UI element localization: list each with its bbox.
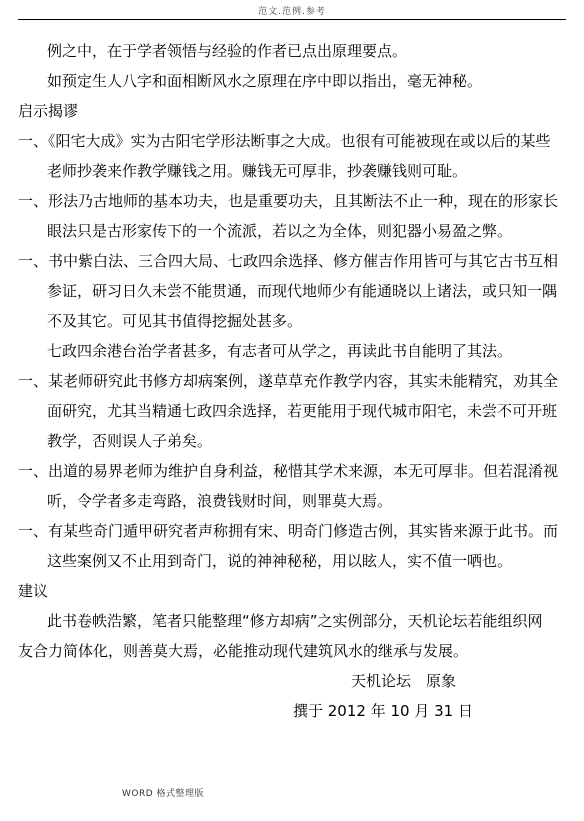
text-line: 面研究，尤其当精通七政四余选择，若更能用于现代城市阳宅，未尝不可开班 (47, 402, 558, 420)
text-line: 不及其它。可见其书值得挖掘处甚多。 (47, 312, 303, 330)
text-line: 教学，否则误人子弟矣。 (47, 432, 213, 450)
text-line: 建议 (18, 582, 49, 600)
header-divider (18, 19, 566, 20)
text-line: 一、出道的易界老师为维护自身利益，秘惜其学术来源，本无可厚非。但若混淆视 (18, 462, 559, 480)
text-line: 七政四余港台治学者甚多，有志者可从学之，再读此书自能明了其法。 (47, 342, 513, 360)
text-line: 如预定生人八字和面相断风水之原理在序中即以指出，毫无神秘。 (47, 72, 483, 90)
text-line: 例之中，在于学者领悟与经验的作者已点出原理要点。 (47, 42, 408, 60)
text-line: 友合力简体化，则善莫大焉，必能推动现代建筑风水的继承与发展。 (18, 642, 469, 660)
text-line: 一、《阳宅大成》实为古阳宅学形法断事之大成。也很有可能被现在或以后的某些 (18, 132, 551, 150)
page-footer: WORD 格式整理版 (122, 789, 205, 799)
page-header: 范文.范例.参考 (258, 7, 326, 17)
text-line: 撰于 2012 年 10 月 31 日 (293, 702, 473, 720)
text-line: 一、书中紫白法、三合四大局、七政四余选择、修方催吉作用皆可与其它古书互相 (18, 252, 559, 270)
text-line: 此书卷帙浩繁，笔者只能整理“修方却病”之实例部分，天机论坛若能组织网 (47, 612, 543, 630)
text-line: 参证，研习日久未尝不能贯通，而现代地师少有能通晓以上诸法，或只知一隅 (47, 282, 558, 300)
text-line: 听，令学者多走弯路，浪费钱财时间，则罪莫大焉。 (47, 492, 393, 510)
text-line: 一、形法乃古地师的基本功夫，也是重要功夫，且其断法不止一种，现在的形家长 (18, 192, 559, 210)
text-line: 启示揭谬 (18, 102, 79, 120)
text-line: 这些案例又不止用到奇门，说的神神秘秘，用以眩人，实不值一哂也。 (47, 552, 513, 570)
text-line: 一、某老师研究此书修方却病案例，遂草草充作教学内容，其实未能精究，劝其全 (18, 372, 559, 390)
text-line: 天机论坛 原象 (351, 672, 457, 690)
text-line: 眼法只是古形家传下的一个流派，若以之为全体，则犯器小易盈之弊。 (47, 222, 513, 240)
text-line: 老师抄袭来作教学赚钱之用。赚钱无可厚非，抄袭赚钱则可耻。 (47, 162, 468, 180)
text-line: 一、有某些奇门遁甲研究者声称拥有宋、明奇门修造古例，其实皆来源于此书。而 (18, 522, 559, 540)
document-body (18, 36, 566, 726)
